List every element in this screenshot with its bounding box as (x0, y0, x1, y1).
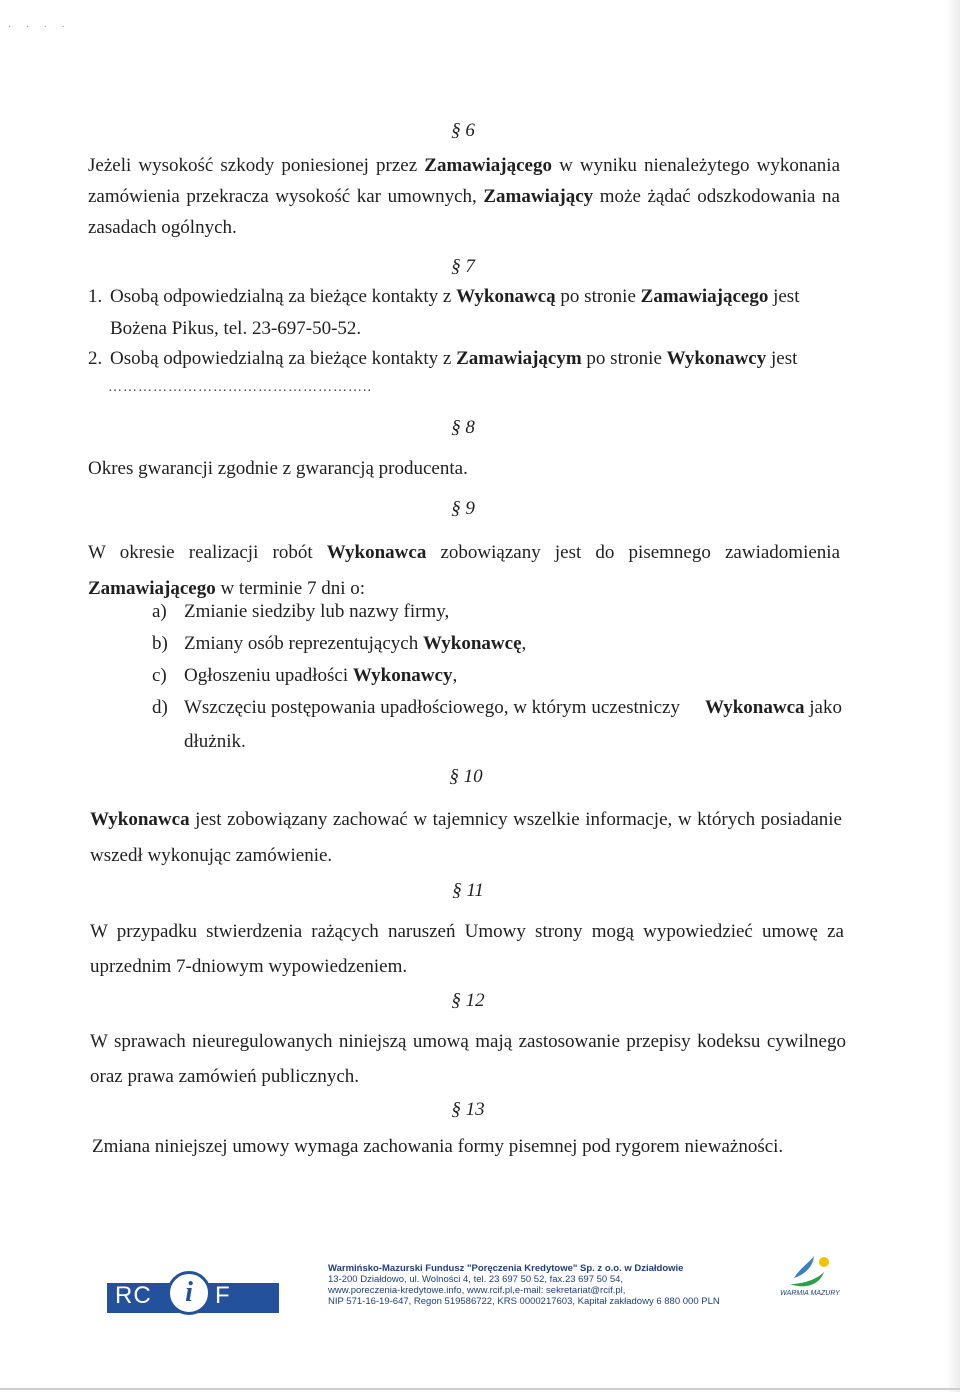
section-10-heading: § 10 (449, 766, 483, 787)
section-6-text (88, 150, 840, 243)
text-run: Osobą odpowiedzialną za bieżące kontakty z (110, 286, 457, 307)
warmia-mazury-logo-icon (780, 1250, 840, 1310)
bold-term: Wykonawca (704, 697, 805, 718)
text-run: Zmiany osób reprezentujących (184, 633, 423, 654)
section-6-heading: § 6 (451, 120, 475, 141)
section-13-text: Zmiana niniejszej umowy wymaga zachowania formy pisemnej pod rygorem nieważności. (92, 1136, 784, 1157)
section-7-item-1-cont: Bożena Pikus, tel. 23-697-50-52. (110, 318, 362, 339)
logo-i-text: i (185, 1277, 193, 1308)
text-run: Osobą odpowiedzialną za bieżące kontakty z (110, 348, 457, 369)
section-9-item-b (152, 633, 526, 655)
bold-term: Wykonawca (326, 542, 427, 563)
text-run: W okresie realizacji robót (88, 542, 327, 563)
bold-term: Wykonawcę (422, 633, 522, 654)
section-9-text (88, 535, 840, 607)
section-7-heading: § 7 (451, 256, 475, 277)
text-run: Ogłoszeniu upadłości (184, 665, 353, 686)
footer-line: NIP 571-16-19-647, Regon 519586722, KRS 0000217603, Kapitał zakładowy 6 880 000 PLN (328, 1296, 720, 1307)
text-run: , (452, 665, 458, 686)
bold-term: Zamawiającym (456, 348, 582, 369)
text-run: Zmianie siedziby lub nazwy firmy, (184, 601, 450, 622)
bold-term: Wykonawcą (456, 286, 556, 307)
text-run: jako (804, 697, 842, 718)
text-run: może żądać odszkodowania na zasadach ogólnych. (88, 186, 840, 238)
rcif-logo (107, 1271, 279, 1321)
list-number: 1. (88, 286, 103, 307)
bold-term: Zamawiającego (424, 155, 552, 176)
signature-dots: …………………………………………….. (108, 380, 372, 395)
bold-term: Wykonawcy (666, 348, 767, 369)
warmia-mazury-logo-text: WARMIA MAZURY (780, 1290, 840, 1297)
logo-f-text: F (215, 1282, 230, 1309)
section-9-item-d-cont: dłużnik. (184, 731, 246, 752)
section-7-item-1 (88, 281, 840, 312)
list-marker: a) (152, 601, 167, 622)
bold-term: Zamawiający (483, 186, 594, 207)
page-bottom-edge (0, 1388, 960, 1390)
section-9-heading: § 9 (451, 498, 475, 519)
text-run: zobowiązany jest do pisemnego zawiadomienia (426, 542, 841, 563)
bold-term: Zamawiającego (88, 578, 216, 599)
footer-company-info (328, 1263, 748, 1307)
text-run: Wszczęciu postępowania upadłościowego, w którym uczestniczy (184, 697, 680, 718)
logo-rc-text: RC (115, 1282, 152, 1309)
list-number: 2. (88, 348, 103, 369)
section-12-heading: § 12 (451, 990, 485, 1011)
logo-circle (167, 1271, 211, 1315)
text-run: w terminie 7 dni o: (215, 578, 366, 599)
text-run: jest zobowiązany zachować w tajemnicy wszelkie informacje, w których posiadanie wszedł wykonując zamówienie. (90, 809, 842, 866)
section-11-text: W przypadku stwierdzenia rażących naruszeń Umowy strony mogą wypowiedzieć umowę za uprzednim 7-dniowym wypowiedzeniem. (90, 921, 844, 977)
bold-term: Zamawiającego (640, 286, 769, 307)
section-9-item-c (152, 665, 457, 687)
text-run: w wyniku nienależytego wykonania zamówienia przekracza wysokość kar umownych, (88, 155, 840, 207)
section-9-item-d (152, 697, 842, 719)
section-10-text (90, 802, 842, 874)
text-run: po stronie (581, 348, 667, 369)
text-run: jest (768, 286, 800, 307)
section-11-heading: § 11 (452, 880, 484, 901)
section-12-text: W sprawach nieuregulowanych niniejszą umową mają zastosowanie przepisy kodeksu cywilnego oraz prawa zamówień publicznych. (90, 1031, 846, 1087)
section-7-item-2 (88, 343, 840, 374)
section-9-item-a (152, 601, 449, 623)
scan-specks: · · · · (8, 22, 71, 33)
text-run: po stronie (555, 286, 641, 307)
section-8-text: Okres gwarancji zgodnie z gwarancją producenta. (88, 458, 468, 479)
text-run: Jeżeli wysokość szkody poniesionej przez (88, 155, 425, 176)
footer-line: 13-200 Działdowo, ul. Wolności 4, tel. 23 697 50 52, fax.23 697 50 54, (328, 1274, 624, 1285)
list-marker: b) (152, 633, 168, 654)
section-13-heading: § 13 (451, 1099, 485, 1120)
scan-edge (946, 0, 960, 1392)
footer-line: Warmińsko-Mazurski Fundusz "Poręczenia Kredytowe" Sp. z o.o. w Działdowie (328, 1263, 684, 1274)
footer-line: www.poreczenia-kredytowe.info, www.rcif.pl,e-mail: sekretariat@rcif.pl, (328, 1285, 626, 1296)
bold-term: Wykonawcy (352, 665, 453, 686)
list-marker: c) (152, 665, 167, 686)
list-marker: d) (152, 697, 168, 718)
text-run: , (521, 633, 527, 654)
text-run: jest (766, 348, 798, 369)
section-8-heading: § 8 (451, 417, 475, 438)
bold-term: Wykonawca (90, 809, 190, 830)
